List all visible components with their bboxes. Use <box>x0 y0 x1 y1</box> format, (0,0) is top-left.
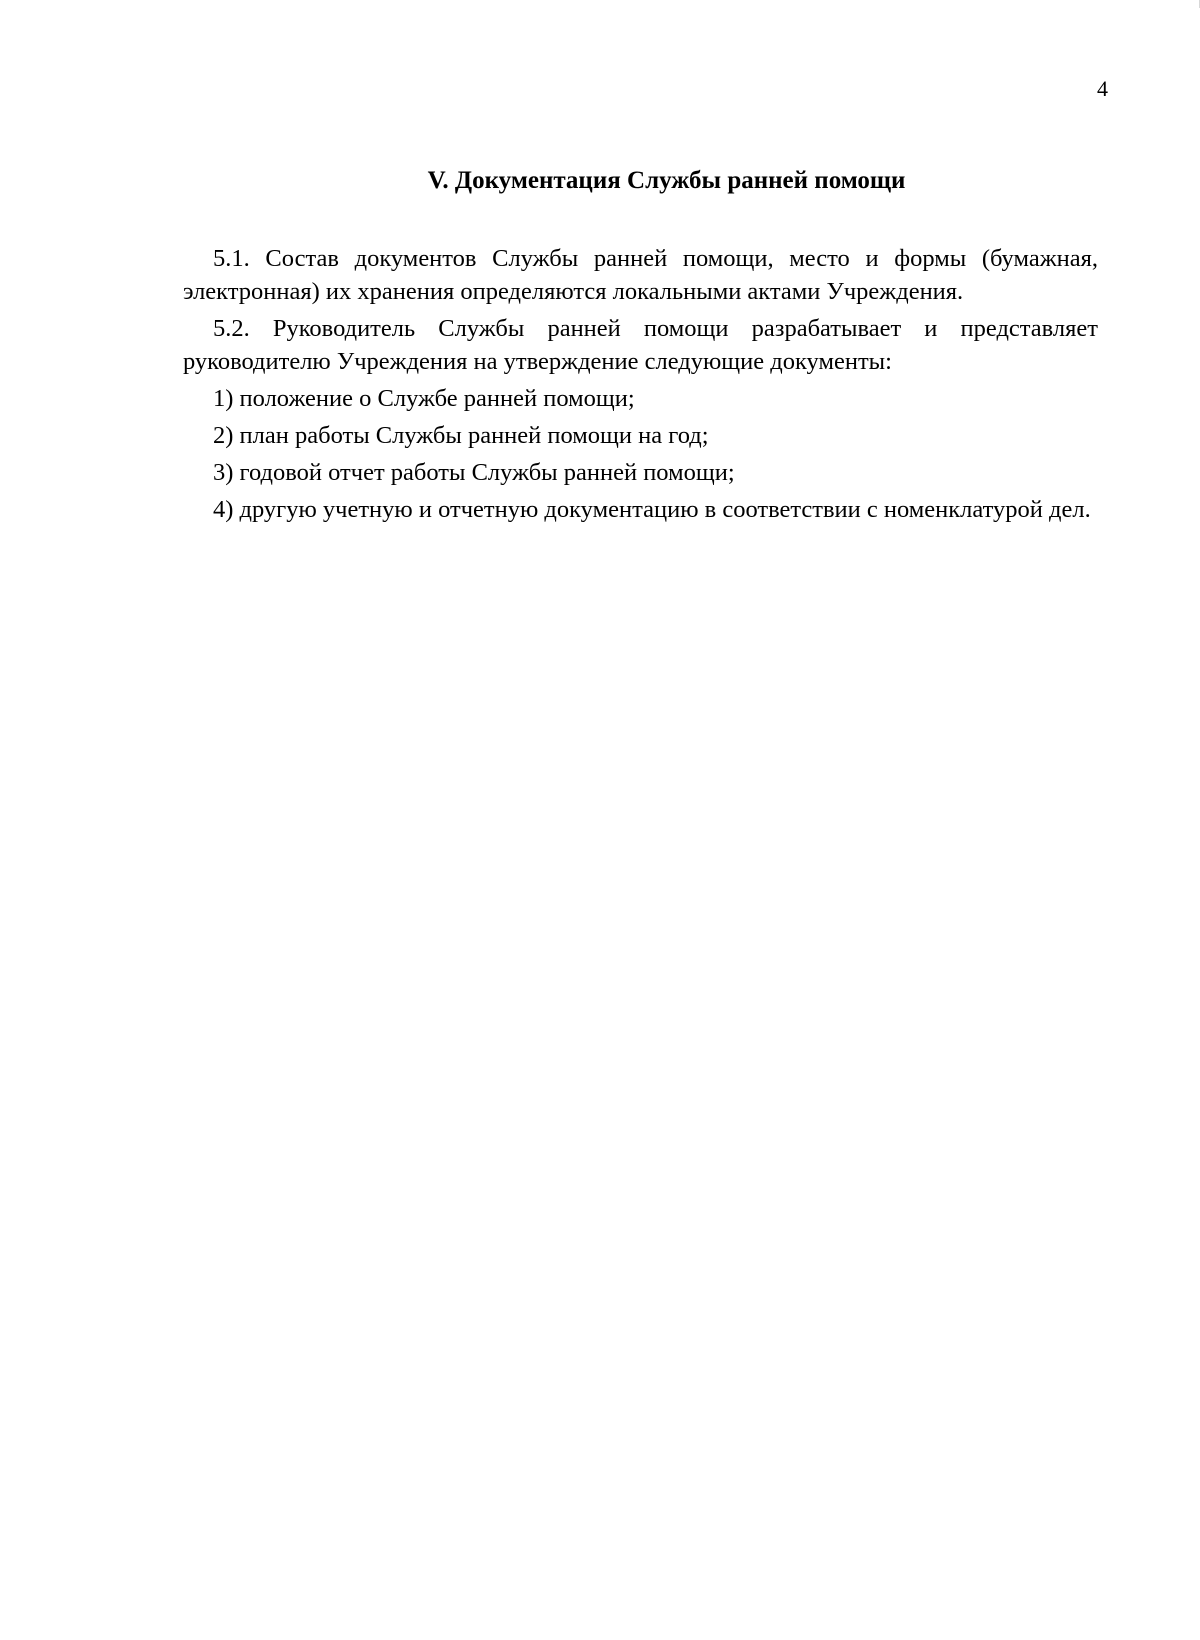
section-heading: V. Документация Службы ранней помощи <box>427 167 906 194</box>
list-item-4: 4) другую учетную и отчетную документацию в соответствии с номенклатурой дел. <box>213 496 1091 523</box>
paragraph-5-2: 5.2. Руководитель Службы ранней помощи разрабатывает и представляет руководителю Учреждения на утверждение следующие документы: <box>183 315 1098 375</box>
page-number: 4 <box>1097 76 1108 101</box>
document-body <box>183 242 1098 530</box>
list-item-1: 1) положение о Службе ранней помощи; <box>213 385 635 412</box>
list-item-3: 3) годовой отчет работы Службы ранней помощи; <box>213 459 735 486</box>
list-item-2: 2) план работы Службы ранней помощи на год; <box>213 422 709 449</box>
paragraph-5-1: 5.1. Состав документов Службы ранней помощи, место и формы (бумажная, электронная) их хранения определяются локальными актами Учреждения. <box>183 245 1098 305</box>
